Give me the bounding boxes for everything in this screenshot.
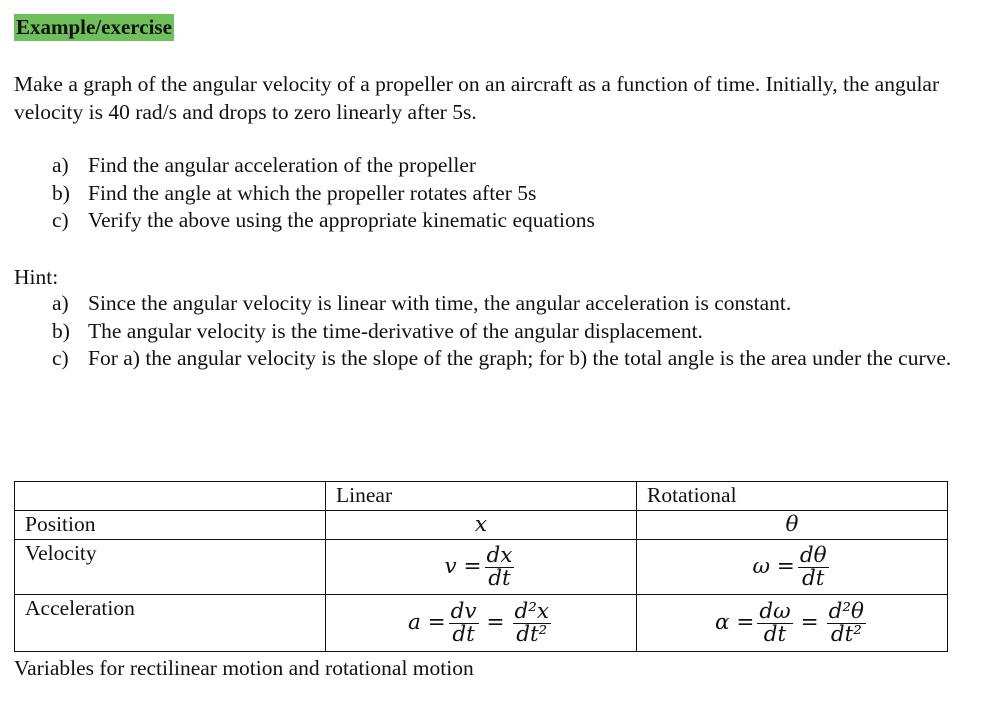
row-label-acceleration: Acceleration bbox=[15, 595, 326, 652]
row-label-velocity: Velocity bbox=[15, 540, 326, 595]
fraction-numerator: dω bbox=[759, 598, 791, 624]
fraction-denominator: dt bbox=[763, 621, 787, 647]
fraction bbox=[449, 598, 479, 647]
table-header-row bbox=[15, 482, 948, 511]
fraction-numerator: dx bbox=[486, 542, 513, 568]
fraction-denominator: dt bbox=[801, 565, 825, 591]
equals-sign: = bbox=[800, 610, 819, 635]
list-item bbox=[52, 152, 952, 180]
list-marker: a) bbox=[52, 291, 69, 315]
fraction-numerator: dv bbox=[450, 598, 477, 624]
hint-list bbox=[52, 290, 952, 373]
list-marker: b) bbox=[52, 318, 70, 343]
list-item-text: Find the angular acceleration of the propeller bbox=[88, 153, 477, 177]
formula-lhs: a = bbox=[407, 610, 446, 635]
list-item bbox=[52, 318, 952, 346]
fraction bbox=[798, 542, 829, 591]
equals-sign: = bbox=[486, 610, 505, 635]
acceleration-rotational-cell bbox=[637, 595, 948, 652]
fraction bbox=[513, 598, 552, 647]
list-marker: c) bbox=[52, 208, 69, 232]
fraction bbox=[485, 542, 515, 591]
position-rotational-cell bbox=[637, 511, 948, 540]
header-rotational: Rotational bbox=[637, 482, 948, 511]
position-linear-cell bbox=[326, 511, 637, 540]
list-item-text: For a) the angular velocity is the slope of the graph; for b) the total angle is the area under the curve. bbox=[88, 346, 952, 370]
acceleration-linear-cell bbox=[326, 595, 637, 652]
list-item-text: Verify the above using the appropriate kinematic equations bbox=[88, 208, 595, 232]
fraction-numerator: dθ bbox=[799, 542, 827, 568]
list-item bbox=[52, 290, 952, 318]
variables-table bbox=[14, 481, 948, 652]
fraction-denominator: dt² bbox=[830, 621, 862, 647]
header-linear: Linear bbox=[326, 482, 637, 511]
fraction-denominator: dt² bbox=[516, 621, 548, 647]
fraction bbox=[827, 598, 866, 647]
velocity-linear-cell bbox=[326, 540, 637, 595]
hint-label: Hint: bbox=[14, 265, 59, 289]
exercise-heading: Example/exercise bbox=[16, 15, 172, 39]
position-rotational-symbol: θ bbox=[785, 512, 799, 537]
list-item-text: Since the angular velocity is linear with time, the angular acceleration is constant. bbox=[88, 291, 792, 315]
list-item-text: The angular velocity is the time-derivative of the angular displacement. bbox=[88, 318, 703, 343]
velocity-rotational-cell bbox=[637, 540, 948, 595]
formula-lhs: v = bbox=[444, 554, 482, 579]
fraction bbox=[757, 598, 792, 647]
question-list bbox=[52, 152, 952, 235]
list-marker: a) bbox=[52, 153, 69, 177]
list-item bbox=[52, 180, 952, 208]
fraction-numerator: d²θ bbox=[828, 598, 864, 624]
fraction-denominator: dt bbox=[488, 565, 511, 591]
list-marker: c) bbox=[52, 346, 69, 370]
row-label-position: Position bbox=[15, 511, 326, 540]
velocity-linear-formula bbox=[336, 540, 626, 594]
list-item-text: Find the angle at which the propeller rotates after 5s bbox=[88, 180, 537, 205]
table-caption: Variables for rectilinear motion and rotational motion bbox=[14, 656, 474, 680]
formula-lhs: ω = bbox=[752, 554, 795, 579]
position-linear-symbol: x bbox=[474, 512, 488, 537]
table-row bbox=[15, 511, 948, 540]
formula-lhs: α = bbox=[714, 610, 755, 635]
problem-statement: Make a graph of the angular velocity of a propeller on an aircraft as a function of time. Initially, the angular velocity is 40 rad/s and drops to zero linearly after 5s. bbox=[14, 72, 940, 124]
acceleration-rotational-formula bbox=[647, 595, 937, 651]
acceleration-linear-formula bbox=[336, 595, 626, 651]
list-marker: b) bbox=[52, 180, 70, 205]
list-item bbox=[52, 207, 952, 235]
header-blank-cell bbox=[15, 482, 326, 511]
list-item bbox=[52, 345, 952, 373]
fraction-numerator: d²x bbox=[514, 598, 550, 624]
table-row bbox=[15, 540, 948, 595]
velocity-rotational-formula bbox=[647, 540, 937, 594]
fraction-denominator: dt bbox=[452, 621, 475, 647]
table-row bbox=[15, 595, 948, 652]
